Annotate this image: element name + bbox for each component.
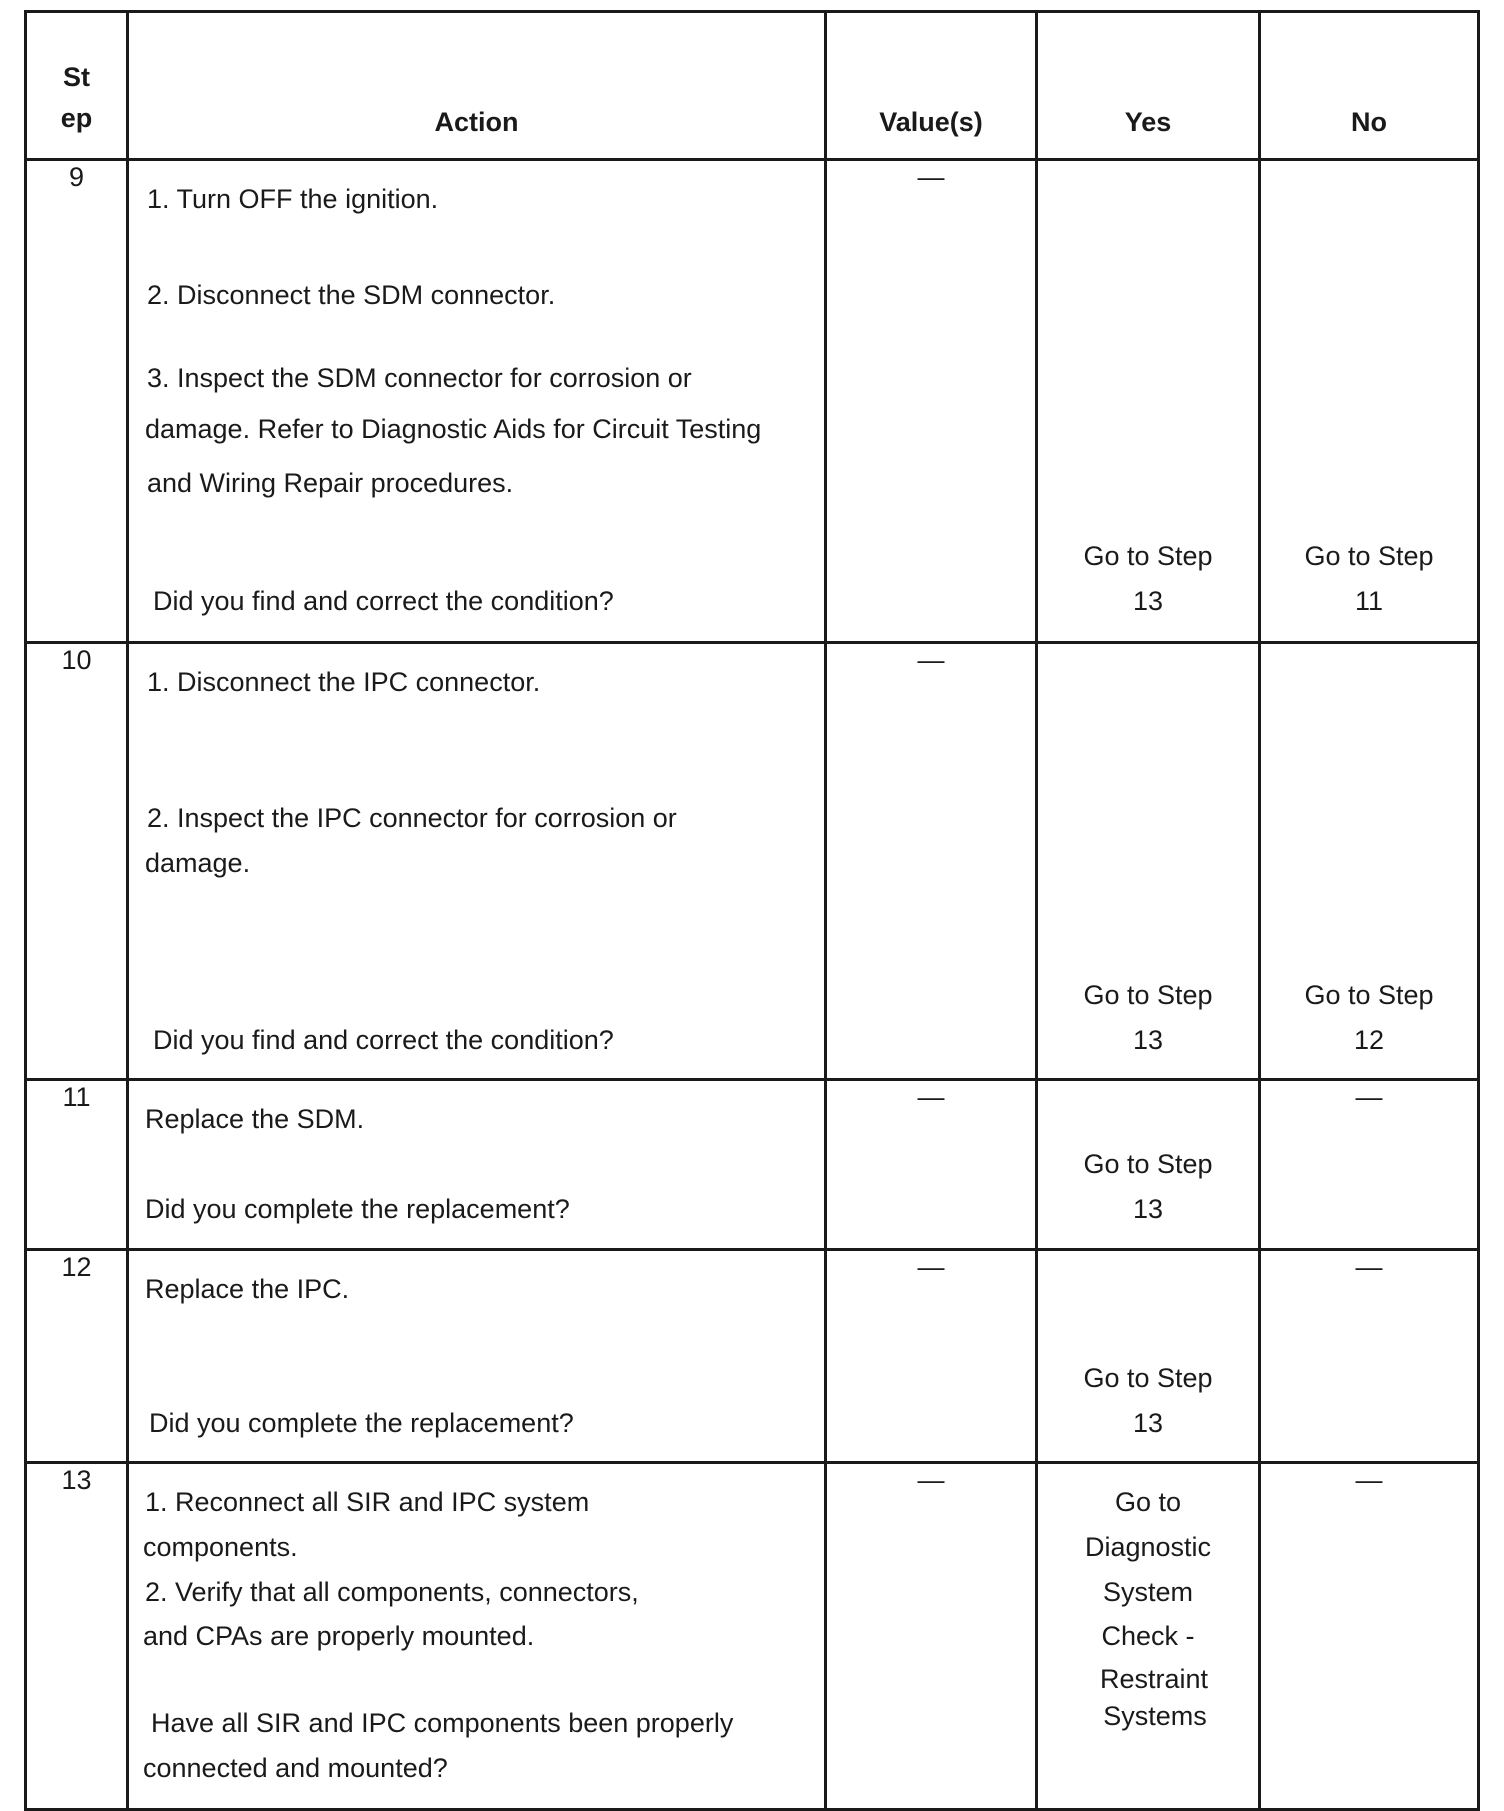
action-line: damage.	[145, 848, 251, 878]
table-row	[26, 1250, 1479, 1463]
no-step: 12	[1353, 1025, 1385, 1055]
yes-cell	[1037, 1080, 1260, 1250]
header-row	[26, 12, 1479, 160]
yes-line: Restraint	[1099, 1664, 1209, 1694]
value-cell	[826, 643, 1037, 1080]
no-step: 11	[1354, 586, 1384, 616]
table-row	[26, 1463, 1479, 1810]
no-cell	[1260, 1250, 1479, 1463]
action-question: Did you find and correct the condition?	[153, 586, 614, 616]
action-line: 1. Disconnect the IPC connector.	[147, 667, 541, 697]
table-row	[26, 643, 1479, 1080]
action-cell	[128, 160, 826, 643]
action-cell	[128, 643, 826, 1080]
value-cell	[826, 1463, 1037, 1810]
action-line: damage. Refer to Diagnostic Aids for Circuit Testing	[145, 414, 762, 444]
yes-step: 13	[1132, 1025, 1164, 1055]
action-question: Did you find and correct the condition?	[153, 1025, 614, 1055]
header-action: Action	[128, 12, 826, 160]
step-number: 10	[26, 643, 128, 1080]
table-row	[26, 160, 1479, 643]
yes-line: Go to Step	[1083, 980, 1213, 1010]
action-line: 2. Inspect the IPC connector for corrosion or	[147, 803, 677, 833]
yes-line: Go to Step	[1083, 1363, 1213, 1393]
no-cell	[1260, 1080, 1479, 1250]
value-dash: —	[917, 645, 945, 675]
action-line: and Wiring Repair procedures.	[147, 468, 514, 498]
yes-cell	[1037, 1463, 1260, 1810]
header-no: No	[1260, 12, 1479, 160]
value-dash: —	[917, 1082, 945, 1112]
header-step-line1: St	[63, 62, 90, 92]
action-question: Did you complete the replacement?	[149, 1408, 574, 1438]
action-line: components.	[143, 1532, 298, 1562]
action-cell	[128, 1463, 826, 1810]
no-cell	[1260, 643, 1479, 1080]
yes-step: 13	[1132, 1194, 1164, 1224]
value-dash: —	[917, 1252, 945, 1282]
action-line: Replace the SDM.	[145, 1104, 365, 1134]
no-line: Go to Step	[1304, 980, 1434, 1010]
value-dash: —	[917, 162, 945, 192]
value-cell	[826, 1250, 1037, 1463]
step-number: 9	[26, 160, 128, 643]
header-values: Value(s)	[826, 12, 1037, 160]
yes-line: Check -	[1101, 1621, 1195, 1651]
header-step	[26, 12, 128, 160]
action-cell	[128, 1250, 826, 1463]
yes-cell	[1037, 160, 1260, 643]
yes-cell	[1037, 643, 1260, 1080]
action-line: 2. Disconnect the SDM connector.	[147, 280, 556, 310]
header-step-line2: ep	[60, 102, 93, 133]
no-cell	[1260, 160, 1479, 643]
action-line: 1. Turn OFF the ignition.	[147, 184, 439, 214]
step-number: 12	[26, 1250, 128, 1463]
no-line: Go to Step	[1304, 541, 1434, 571]
action-question: connected and mounted?	[143, 1753, 448, 1783]
step-number: 13	[26, 1463, 128, 1810]
value-cell	[826, 1080, 1037, 1250]
action-cell	[128, 1080, 826, 1250]
yes-step: 13	[1132, 1408, 1164, 1438]
yes-step: 13	[1132, 586, 1164, 616]
step-number: 11	[26, 1080, 128, 1250]
value-dash: —	[917, 1465, 945, 1495]
action-question: Have all SIR and IPC components been properly	[151, 1708, 734, 1738]
action-question: Did you complete the replacement?	[145, 1194, 570, 1224]
action-line: Replace the IPC.	[145, 1274, 350, 1304]
table-row	[26, 1080, 1479, 1250]
no-dash: —	[1355, 1082, 1383, 1112]
action-line: and CPAs are properly mounted.	[143, 1621, 535, 1651]
header-yes: Yes	[1037, 12, 1260, 160]
action-line: 3. Inspect the SDM connector for corrosion or	[147, 363, 692, 393]
yes-cell	[1037, 1250, 1260, 1463]
no-dash: —	[1355, 1252, 1383, 1282]
yes-line: Diagnostic	[1084, 1532, 1212, 1562]
yes-line: System	[1102, 1577, 1194, 1607]
action-line: 1. Reconnect all SIR and IPC system	[145, 1487, 590, 1517]
yes-line: Go to Step	[1083, 1149, 1213, 1179]
value-cell	[826, 160, 1037, 643]
no-dash: —	[1355, 1465, 1383, 1495]
diagnostic-table	[24, 10, 1480, 1811]
action-line: 2. Verify that all components, connectors,	[145, 1577, 639, 1607]
yes-line: Go to	[1114, 1487, 1182, 1517]
yes-line: Go to Step	[1083, 541, 1213, 571]
yes-line: Systems	[1103, 1701, 1207, 1731]
no-cell	[1260, 1463, 1479, 1810]
